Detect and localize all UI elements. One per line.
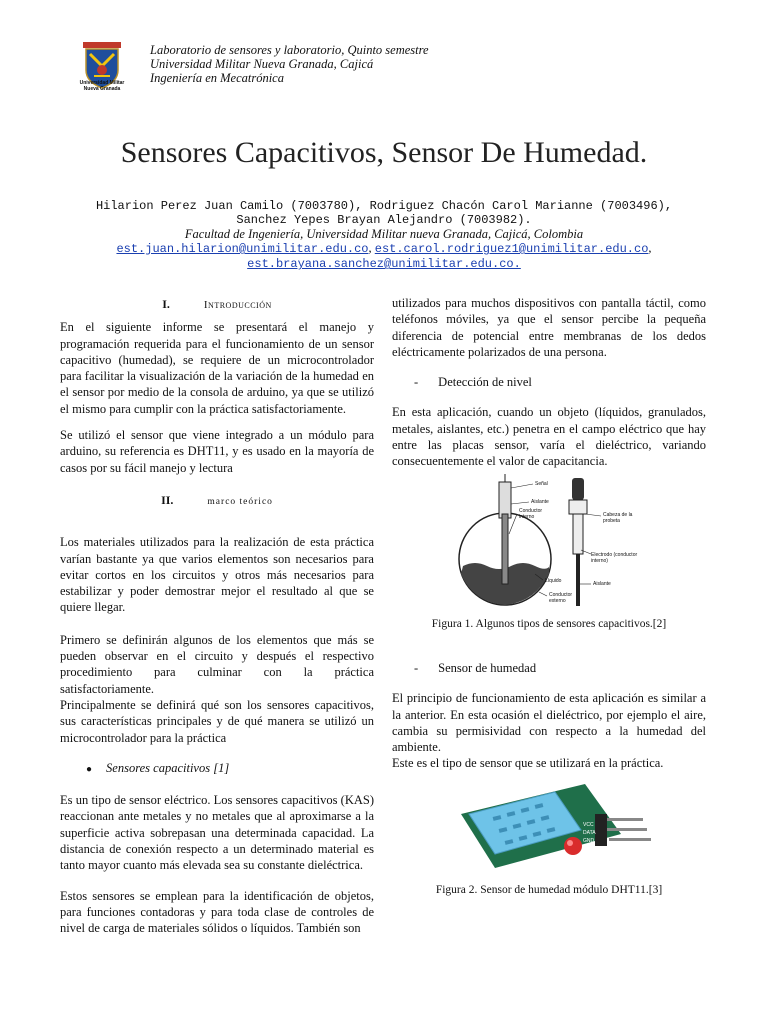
right-column-lower [392, 660, 706, 772]
section-heading-introduccion [60, 296, 374, 313]
authors-line-1: Hilarion Perez Juan Camilo (7003780), Rodriguez Chacón Carol Marianne (7003496), [95, 199, 673, 213]
header-line-3: Ingeniería en Mecatrónica [150, 71, 284, 85]
subheading-deteccion [392, 374, 706, 390]
paragraph: Se utilizó el sensor que viene integrado a un módulo para arduino, su referencia es DHT11, y es usado en la mayoría de casos por su fácil manejo y lectura [60, 428, 374, 475]
section-number: I. [162, 297, 170, 311]
affiliation-block [40, 227, 728, 271]
label-liquido: Líquido [545, 578, 562, 584]
logo-text-2: Nueva Granada [83, 86, 121, 92]
section-title: Introducción [203, 299, 272, 311]
section-heading-marco-teorico [60, 492, 374, 510]
section-title: marco teórico [207, 496, 273, 507]
affiliation: Facultad de Ingeniería, Universidad Militar nueva Granada, Cajicá, Colombia [184, 227, 584, 241]
label-electrodo: Electrodo (conductor interno) [591, 552, 638, 564]
email-separator: , [648, 241, 652, 255]
subheading-sensor-humedad [392, 660, 706, 676]
pin-label-vcc: VCC [583, 822, 594, 828]
paragraph: Los materiales utilizados para la realización de esta práctica varían bastante ya que varios elementos son necesarios para evitar cortos en los circuitos y otros más necesarios para estabilizar y poder demostrar mejor el resultado al que se quiere llegar. [60, 535, 374, 615]
email-separator: , [368, 241, 372, 255]
paragraph: El principio de funcionamiento de esta aplicación es similar a la anterior. En esta ocasión el dieléctrico, por ejemplo el aire, cambia su permisividad con respecto a la humedad del ambiente. [392, 691, 706, 755]
right-column [392, 295, 706, 470]
left-column [60, 296, 374, 937]
pin-label-gnd: GND [583, 838, 595, 844]
paragraph: utilizados para muchos dispositivos con pantalla táctil, como teléfonos móviles, ya que el sensor percibe la pequeña diferencia de potencial entre membranas de los dedos eléctricamente polarizados de una persona. [392, 296, 706, 359]
label-senal: Señal [535, 481, 548, 487]
paragraph: En el siguiente informe se presentará el manejo y programación requerida para el funcionamiento de un sensor capacitivo (humedad), se requiere de un microcontrolador para facilitar la visualización de la variación de la humedad en el sensor por medio de la consola de arduino, ya que se utilizó el mismo para cumplir con la práctica satisfactoriamente. [60, 320, 374, 416]
label-cabeza: Cabeza de la probeta [603, 512, 633, 524]
bullet-item [60, 760, 374, 778]
university-logo [76, 40, 128, 96]
figure-1-caption: Figura 1. Algunos tipos de sensores capacitivos.[2] [431, 618, 667, 630]
paragraph: Es un tipo de sensor eléctrico. Los sensores capacitivos (KAS) reaccionan ante metales y no metales que al aproximarse a la superficie activa sobrepasan una determinada capacidad. La distancia de conexión respecto a un determinado material es tanto mayor cuanto más elevada sea su constante dieléctrica. [60, 793, 374, 873]
paragraph: Estos sensores se emplean para la identificación de objetos, para funciones contadoras y para toda clase de controles de nivel de carga de materiales sólidos o líquidos. También son [60, 888, 374, 936]
subheading-text: Sensor de humedad [438, 661, 537, 675]
figure-2 [455, 774, 655, 870]
dash: - [414, 375, 419, 390]
pin-label-data: DATA [583, 830, 596, 836]
label-conductor-interno: Conductor interno [519, 508, 543, 520]
dht11-module-photo [455, 774, 655, 870]
bullet-mark: ● [86, 763, 93, 775]
section-number: II. [161, 492, 174, 507]
authors-line-2: Sanchez Yepes Brayan Alejandro (7003982). [236, 213, 532, 227]
bullet-text: Sensores capacitivos [1] [106, 760, 230, 775]
paper-title: Sensores Capacitivos, Sensor De Humedad. [120, 136, 648, 169]
dash: - [414, 661, 419, 675]
header-line-1: Laboratorio de sensores y laboratorio, Quinto semestre [150, 43, 429, 57]
paragraph: Este es el tipo de sensor que se utilizará en la práctica. [392, 756, 664, 771]
paragraph: Primero se definirán algunos de los elementos que más se pueden observar en el circuito y después el respectivo procedimiento para culminar con la práctica satisfactoriamente. [60, 632, 374, 696]
label-aislante: Aislante [531, 499, 549, 505]
paragraph: En esta aplicación, cuando un objeto (líquidos, granulados, metales, aislantes, etc.) penetra en el campo eléctrico que hay entre las placas sensor, varía el dieléctrico, variando consecuentemente el valor de capacitancia. [392, 405, 706, 469]
label-aislante-2: Aislante [593, 581, 611, 587]
logo-text-1: Universidad Militar [79, 80, 125, 86]
header-line-2: Universidad Militar Nueva Granada, Cajicá [150, 57, 374, 71]
authors [40, 199, 728, 227]
figure-2-caption: Figura 2. Sensor de humedad módulo DHT11.[3] [435, 884, 663, 896]
paragraph: Principalmente se definirá qué son los sensores capacitivos, sus características principales y de qué manera se utilizó un microcontrolador para la práctica [60, 697, 374, 745]
email-link-1[interactable]: est.juan.hilarion@unimilitar.edu.co [116, 242, 369, 256]
label-conductor-externo: Conductor externo [549, 592, 573, 604]
email-link-3[interactable]: est.brayana.sanchez@unimilitar.edu.co. [247, 257, 521, 271]
subheading-text: Detección de nivel [438, 375, 532, 390]
course-header [150, 43, 429, 85]
email-link-2[interactable]: est.carol.rodriguez1@unimilitar.edu.co [374, 242, 649, 256]
figure-1 [455, 474, 655, 614]
